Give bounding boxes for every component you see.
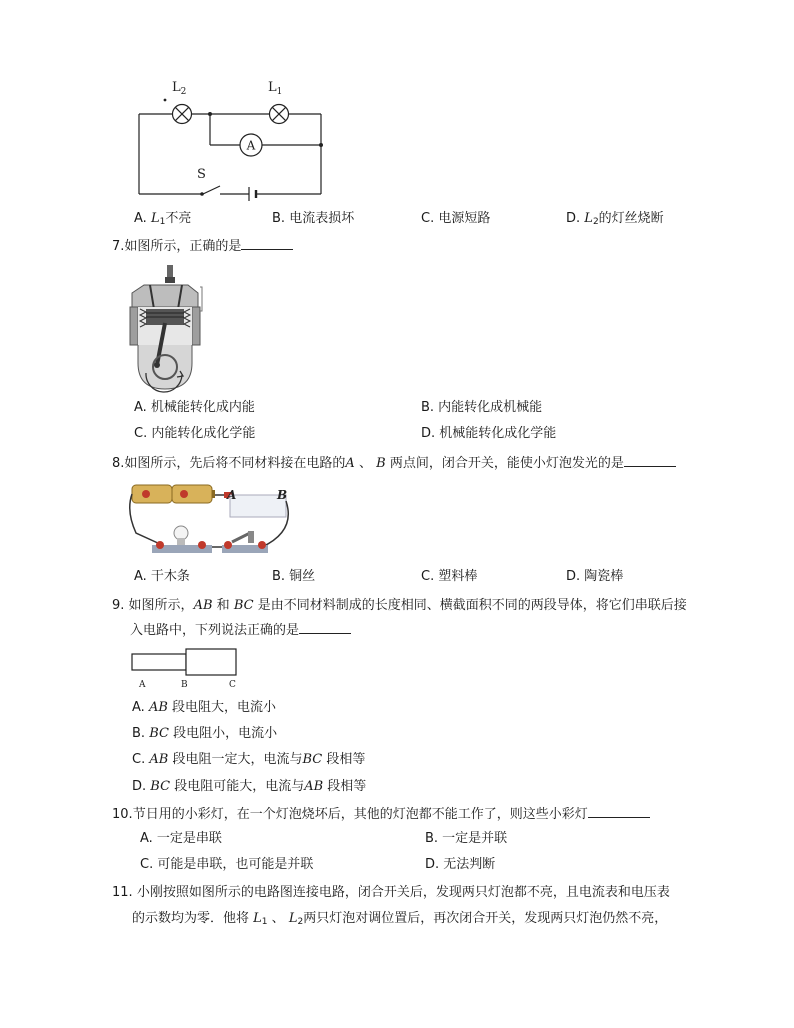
q9-stem-line1: 9. 如图所示，AB 和 BC 是由不同材料制成的长度相同、横截面积不同的两段导体，将它们串联后接 (112, 598, 687, 613)
q7-option-d: D. 机械能转化成化学能 (421, 426, 557, 441)
q7-option-a: A. 机械能转化成内能 (134, 400, 255, 415)
q6-option-d: D. $L_2$的灯丝烧断 (566, 211, 664, 227)
q10-option-b: B. 一定是并联 (425, 831, 508, 846)
q8-option-d: D. 陶瓷棒 (566, 569, 624, 584)
q9-stem-line2: 入电路中，下列说法正确的是 (130, 622, 351, 639)
point-a-label: A (139, 680, 146, 690)
lamp-l2-label: $L_2$ (172, 80, 187, 97)
ammeter-label: A (246, 138, 256, 153)
q7-option-b: B. 内能转化成机械能 (421, 400, 543, 415)
q8-option-a: A. 干木条 (134, 569, 190, 584)
switch-label: S (197, 167, 206, 182)
q6-option-c: C. 电源短路 (421, 211, 491, 226)
q10-option-a: A. 一定是串联 (140, 831, 222, 846)
q9-option-c: C. AB 段电阻一定大，电流与BC 段相等 (132, 752, 366, 767)
q10-option-c: C. 可能是串联，也可能是并联 (140, 857, 314, 872)
point-b-label: B (277, 488, 288, 502)
q8-stem: 8.如图所示，先后将不同材料接在电路的A 、 B 两点间，闭合开关，能使小灯泡发光的是 (112, 455, 676, 472)
q11-stem-line2: 的示数均为零．他将 $L_1$ 、 $L_2$两只灯泡对调位置后，再次闭合开关，发现两只灯泡仍然不亮， (132, 911, 668, 927)
q9-option-b: B. BC 段电阻小，电流小 (132, 726, 278, 741)
q10-stem: 10.节日用的小彩灯，在一个灯泡烧坏后，其他的灯泡都不能工作了，则这些小彩灯 (112, 806, 650, 823)
lamp-l1-symbol (270, 105, 289, 124)
q8-circuit-diagram (124, 481, 294, 561)
q9-conductor-diagram (128, 647, 248, 691)
q7-option-c: C. 内能转化成化学能 (134, 426, 256, 441)
point-c-label: C (229, 680, 236, 690)
q7-stem: 7.如图所示，正确的是 (112, 238, 293, 255)
lamp-l1-label: $L_1$ (268, 80, 283, 97)
q7-engine-diagram (124, 263, 204, 393)
q11-stem-line1: 11. 小刚按照如图所示的电路图连接电路，闭合开关后，发现两只灯泡都不亮，且电流表和电压表 (112, 885, 670, 900)
lamp-l2-symbol (173, 105, 192, 124)
point-b-label: B (181, 680, 188, 690)
q9-option-a: A. AB 段电阻大，电流小 (132, 700, 277, 715)
answer-blank (588, 806, 650, 818)
answer-blank (299, 622, 351, 634)
answer-blank (241, 238, 293, 250)
q6-option-a: A. $L_1$不亮 (134, 211, 192, 227)
q10-option-d: D. 无法判断 (425, 857, 496, 872)
q6-circuit-diagram (128, 78, 328, 203)
q8-option-b: B. 铜丝 (272, 569, 316, 584)
answer-blank (624, 455, 676, 467)
point-a-label: A (227, 488, 237, 502)
q8-option-c: C. 塑料棒 (421, 569, 478, 584)
q6-option-b: B. 电流表损坏 (272, 211, 355, 226)
q9-option-d: D. BC 段电阻可能大，电流与AB 段相等 (132, 779, 367, 794)
